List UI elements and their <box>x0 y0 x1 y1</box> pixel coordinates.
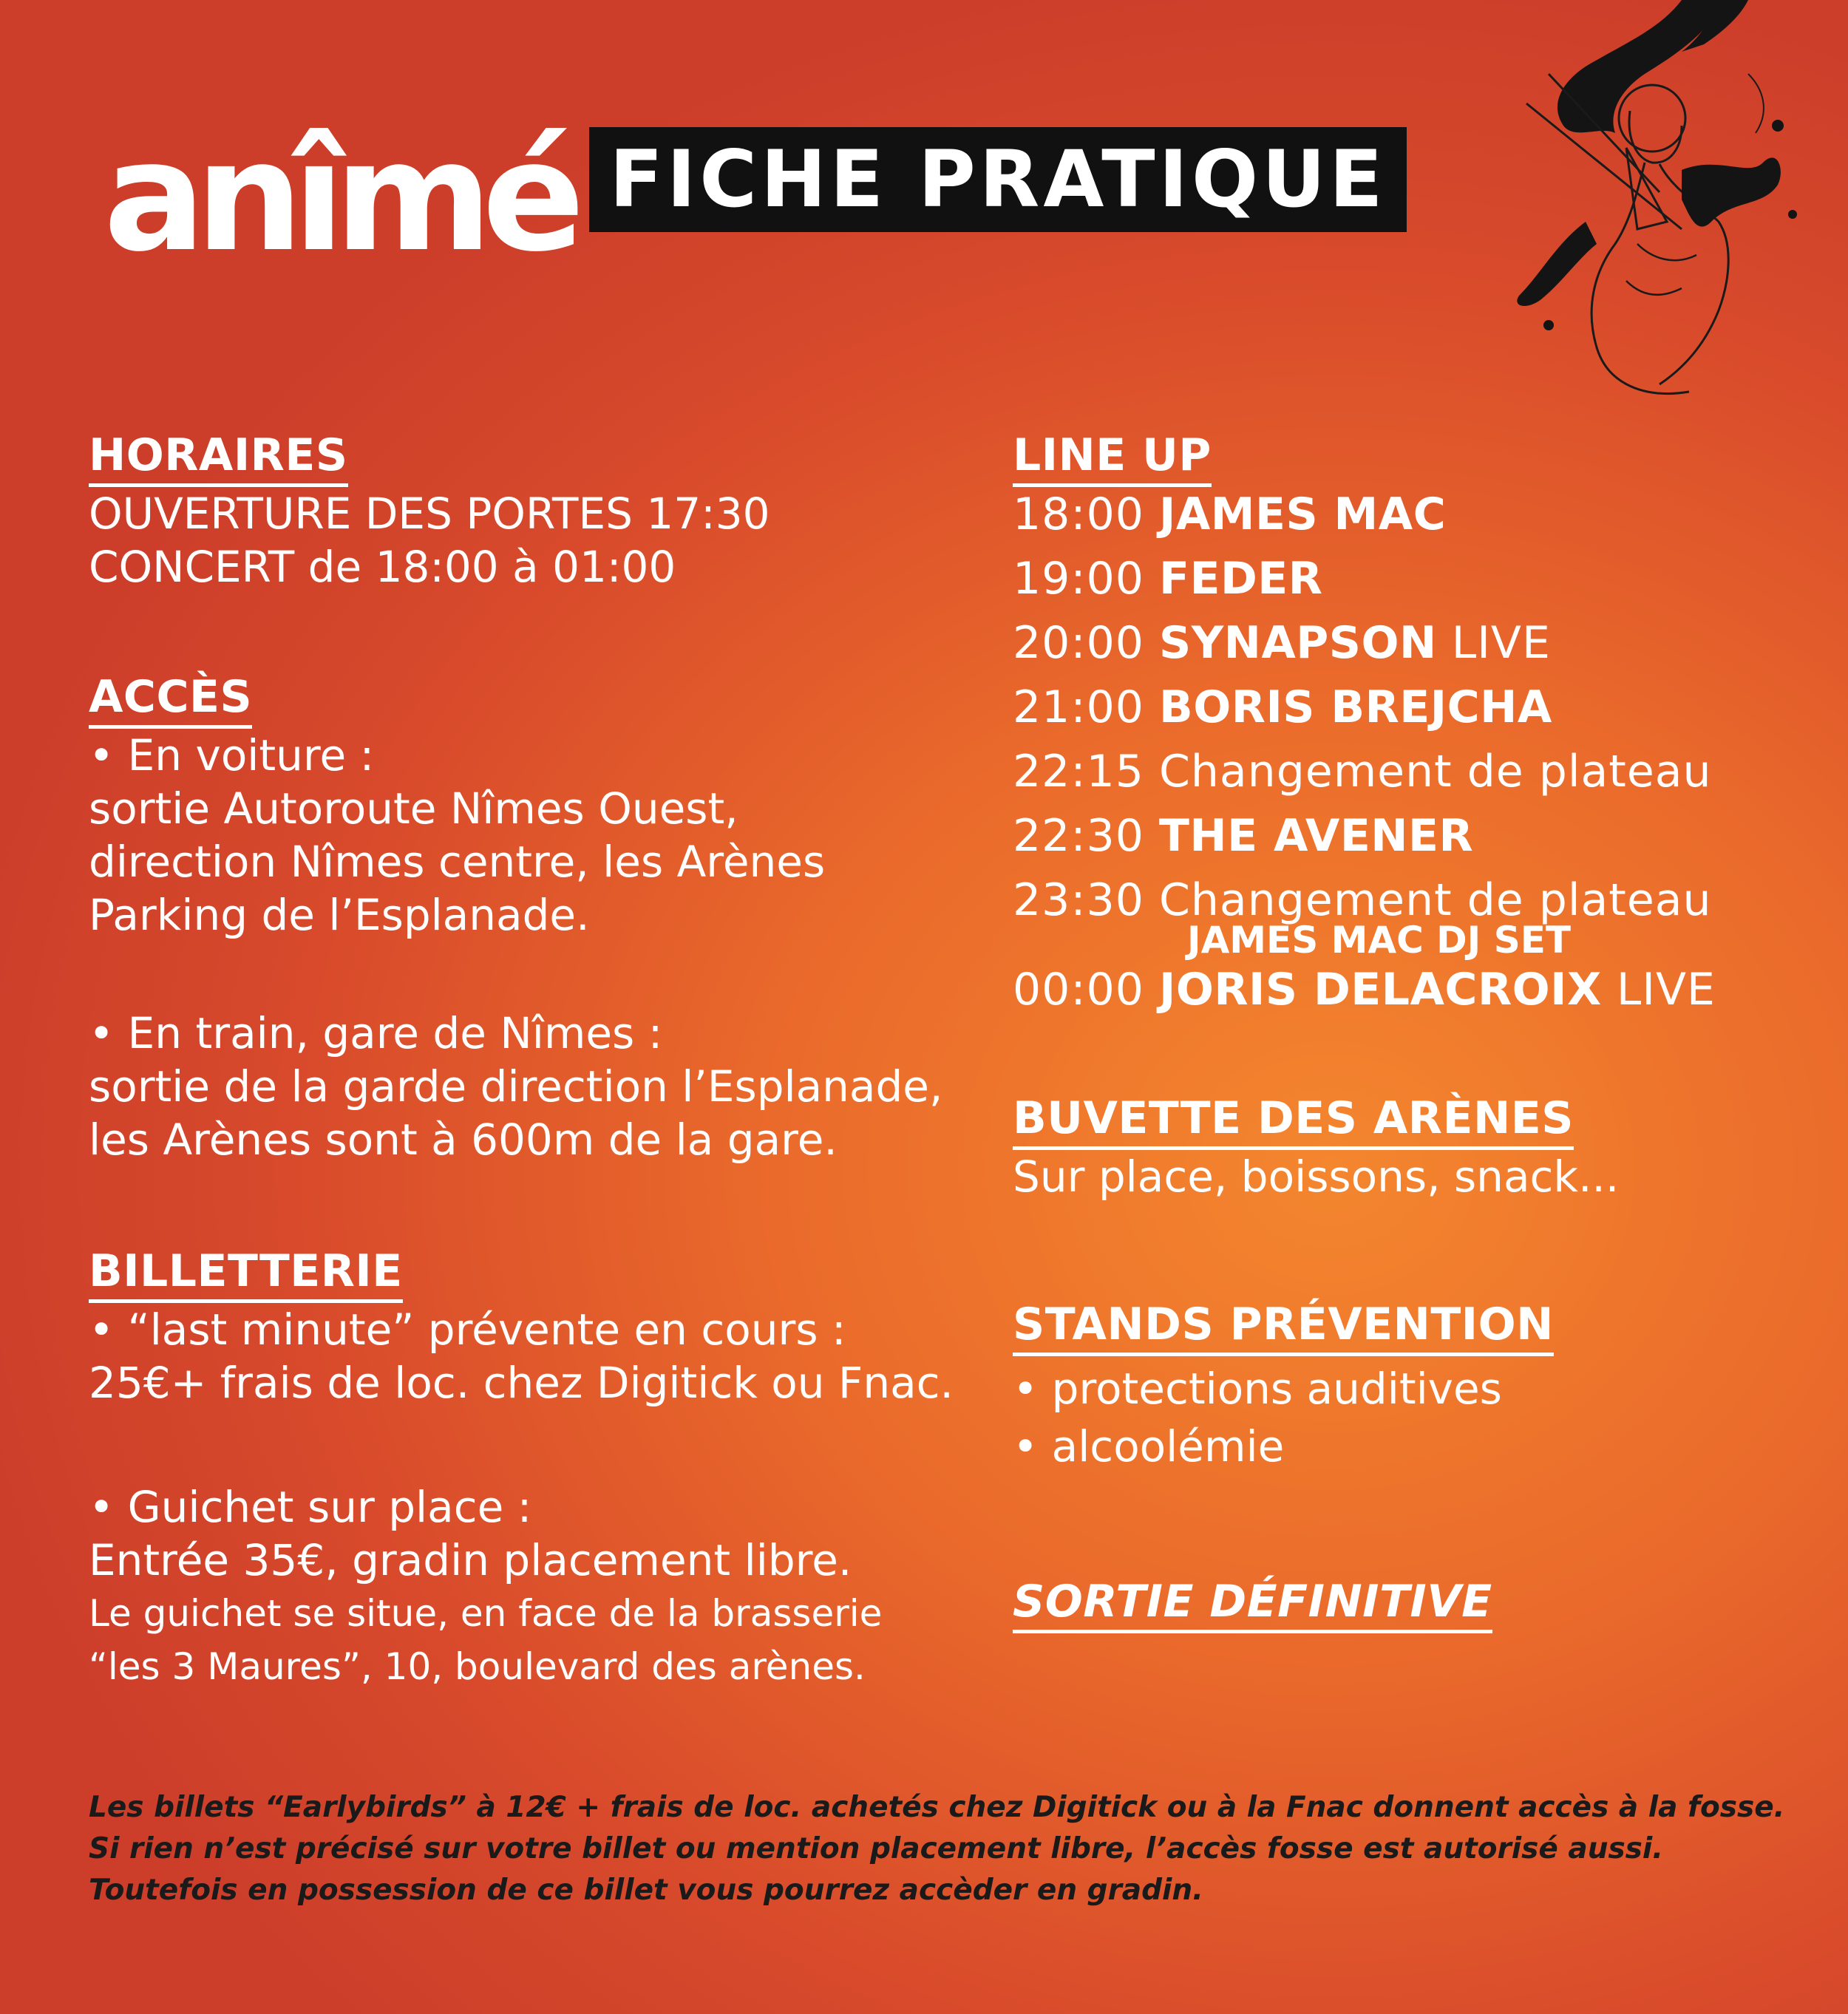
lineup-suffix: Changement de plateau <box>1144 874 1712 926</box>
lineup-slot <box>1013 611 1826 676</box>
page-title-box <box>589 127 1407 232</box>
lineup-time: 18:00 <box>1013 489 1144 540</box>
footer-line-2: Si rien n’est précisé sur votre billet ou mention placement libre, l’accès fosse est autorisé aussi. <box>89 1832 1664 1865</box>
buvette-heading: BUVETTE DES ARÈNES <box>1013 1090 1574 1150</box>
lineup-artist: FEDER <box>1159 553 1323 605</box>
lineup-time: 22:30 <box>1013 810 1144 862</box>
lineup-list <box>1013 483 1826 1022</box>
lineup-artist: SYNAPSON <box>1159 617 1437 669</box>
lineup-suffix: LIVE <box>1436 617 1551 669</box>
acces-voiture-line-2: sortie Autoroute Nîmes Ouest, <box>89 783 738 834</box>
billetterie-guichet-line-1: • Guichet sur place : <box>89 1482 532 1532</box>
footer-line-3: Toutefois en possession de ce billet vous pourrez accèder en gradin. <box>89 1874 1203 1907</box>
lineup-suffix: Changement de plateau <box>1144 746 1712 797</box>
lineup-artist: JAMES MAC <box>1159 489 1447 540</box>
buvette-text: Sur place, boissons, snack... <box>1013 1151 1620 1202</box>
stands-heading: STANDS PRÉVENTION <box>1013 1296 1554 1356</box>
left-column <box>89 427 976 1693</box>
statue-illustration-icon <box>1438 0 1807 399</box>
stands-item-2: • alcoolémie <box>1013 1421 1285 1472</box>
acces-train-line-1: • En train, gare de Nîmes : <box>89 1008 663 1058</box>
acces-voiture-line-4: Parking de l’Esplanade. <box>89 890 590 940</box>
footer-note <box>89 1787 1789 1911</box>
brand-logo <box>103 81 577 285</box>
lineup-time: 00:00 <box>1013 964 1144 1015</box>
lineup-time: 20:00 <box>1013 617 1144 669</box>
lineup-slot <box>1013 804 1826 868</box>
lineup-slot <box>1013 740 1826 804</box>
lineup-time: 21:00 <box>1013 681 1144 733</box>
horaires-line-1: OUVERTURE DES PORTES 17:30 <box>89 489 770 539</box>
lineup-dj-set: JAMES MAC DJ SET <box>1187 919 1571 962</box>
billetterie-guichet-small-2: “les 3 Maures”, 10, boulevard des arènes. <box>89 1645 866 1688</box>
acces-voiture-line-3: direction Nîmes centre, les Arènes <box>89 837 826 887</box>
billetterie-heading: BILLETTERIE <box>89 1243 403 1303</box>
lineup-slot <box>1013 676 1826 740</box>
lineup-slot <box>1013 958 1826 1022</box>
page-title: FICHE PRATIQUE <box>609 134 1387 225</box>
acces-train-line-2: sortie de la garde direction l’Esplanade, <box>89 1061 943 1112</box>
lineup-artist: JORIS DELACROIX <box>1159 964 1602 1015</box>
lineup-time: 22:15 <box>1013 746 1144 797</box>
footer-line-1: Les billets “Earlybirds” à 12€ + frais de loc. achetés chez Digitick ou à la Fnac donnent accès à la fosse. <box>89 1791 1785 1824</box>
acces-train-line-3: les Arènes sont à 600m de la gare. <box>89 1115 838 1165</box>
stands-item-1: • protections auditives <box>1013 1364 1502 1414</box>
lineup-suffix: LIVE <box>1601 964 1716 1015</box>
billetterie-guichet-line-2: Entrée 35€, gradin placement libre. <box>89 1535 852 1585</box>
sortie-heading: SORTIE DÉFINITIVE <box>1013 1574 1492 1633</box>
lineup-artist: THE AVENER <box>1159 810 1474 862</box>
lineup-time: 19:00 <box>1013 553 1144 605</box>
lineup-slot <box>1013 483 1826 547</box>
lineup-heading: LINE UP <box>1013 427 1212 487</box>
lineup-slot <box>1013 547 1826 611</box>
horaires-line-2: CONCERT de 18:00 à 01:00 <box>89 542 676 592</box>
acces-voiture-line-1: • En voiture : <box>89 730 375 780</box>
lineup-time: 23:30 <box>1013 874 1144 926</box>
horaires-heading: HORAIRES <box>89 427 348 487</box>
billetterie-prevente-line-2: 25€+ frais de loc. chez Digitick ou Fnac. <box>89 1358 954 1408</box>
right-column <box>1013 427 1826 1633</box>
lineup-artist: BORIS BREJCHA <box>1159 681 1552 733</box>
acces-heading: ACCÈS <box>89 669 252 729</box>
billetterie-prevente-line-1: • “last minute” prévente en cours : <box>89 1304 846 1355</box>
brand-logo-text: anîmé <box>103 109 575 285</box>
billetterie-guichet-small-1: Le guichet se situe, en face de la brasserie <box>89 1592 883 1635</box>
